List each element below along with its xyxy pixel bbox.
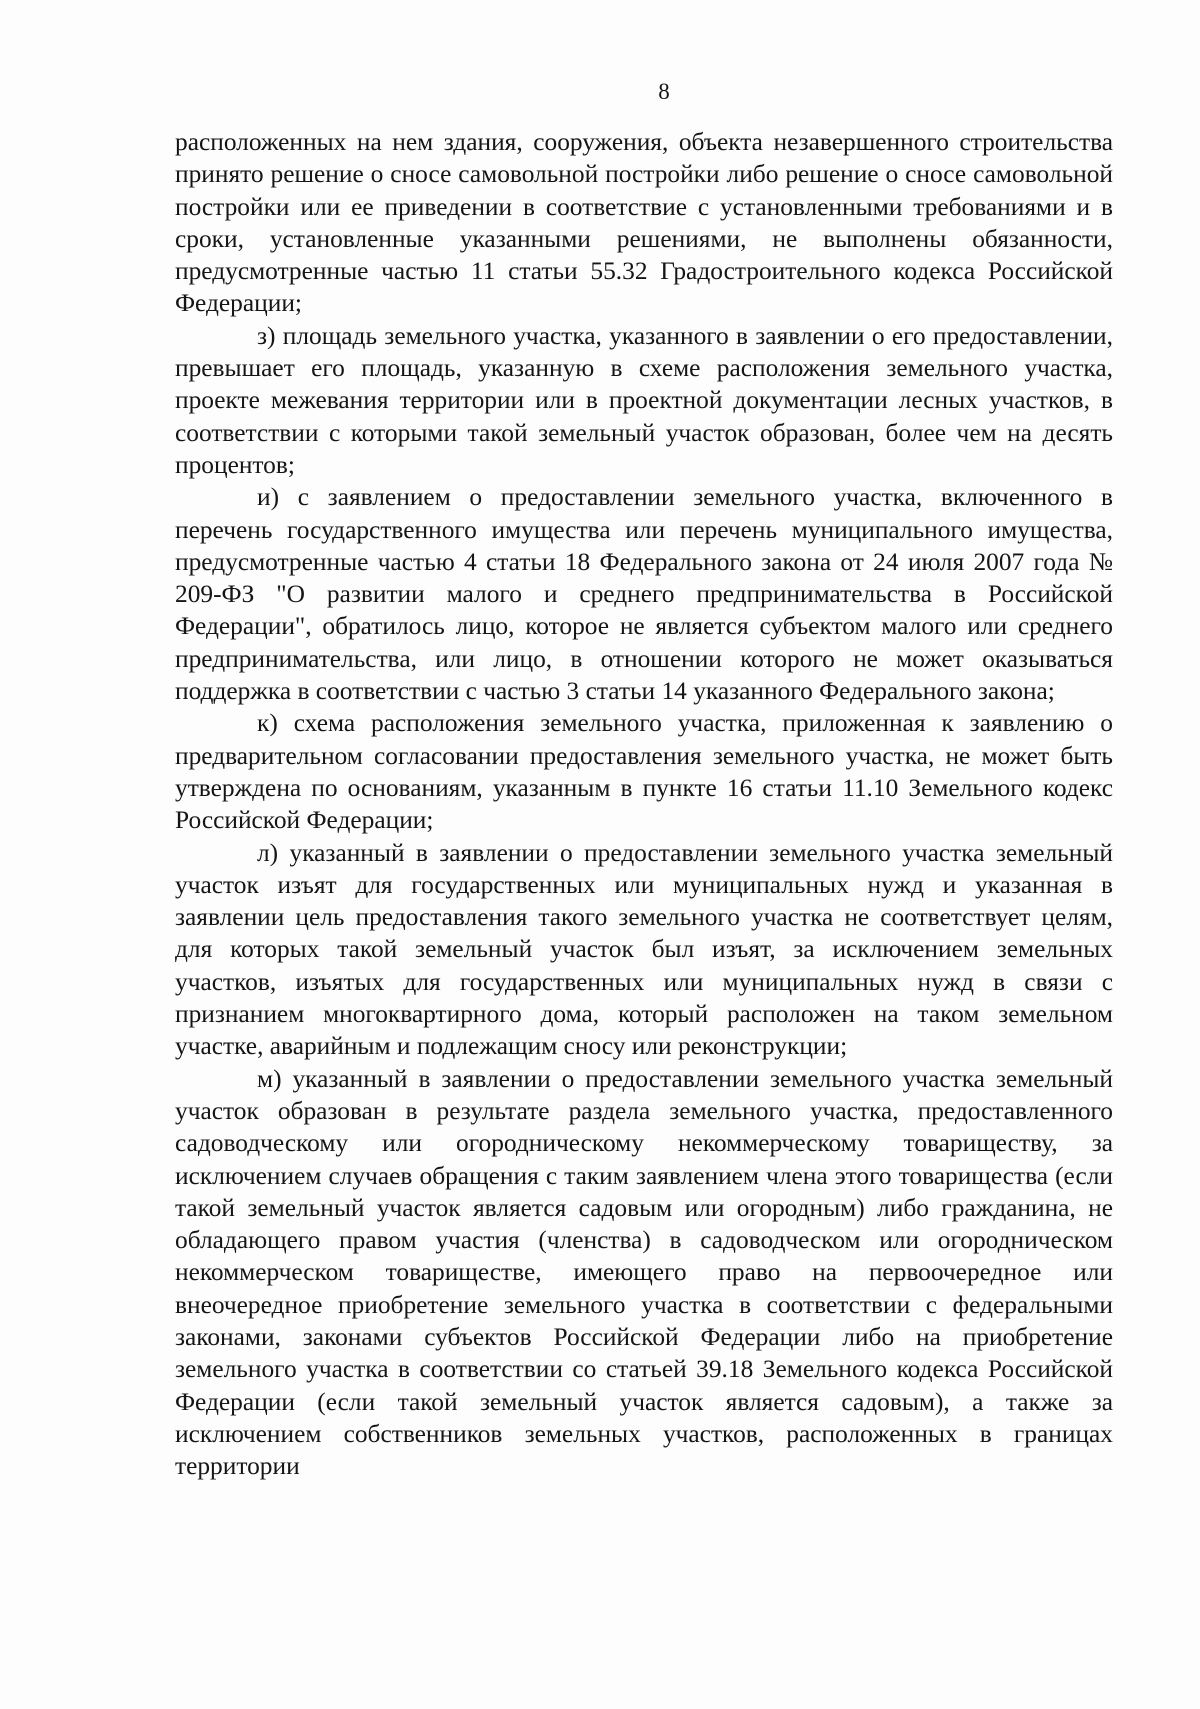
page-number: 8 — [658, 79, 670, 104]
paragraph-item-l: л) указанный в заявлении о предоставлении земельного участка земельный участок изъят для государственных или муниципальных нужд и указанная в заявлении цель предоставления такого земельного участка не соответствует целям, для которых такой земельный участок был изъят, за исключением земельных участков, изъятых для государственных или муниципальных нужд в связи с признанием многоквартирного дома, который расположен на таком земельном участке, аварийным и подлежащим сносу или реконструкции; — [175, 838, 1113, 1061]
paragraph-item-m: м) указанный в заявлении о предоставлении земельного участка земельный участок образован в результате раздела земельного участка, предоставленного садоводческому или огородническому некоммерческому товариществу, за исключением случаев обращения с таким заявлением члена этого товарищества (если такой земельный участок является садовым или огородным) либо гражданина, не обладающего правом участия (членства) в садоводческом или огородническом некоммерческом товариществе, имеющего право на первоочередное или внеочередное приобретение земельного участка в соответствии с федеральными законами, законами субъектов Российской Федерации либо на приобретение земельного участка в соответствии со статьей 39.18 Земельного кодекса Российской Федерации (если такой земельный участок является садовым), а также за исключением собственников земельных участков, расположенных в границах территории — [175, 1064, 1113, 1481]
paragraph-item-k: к) схема расположения земельного участка, приложенная к заявлению о предварительном согласовании предоставления земельного участка, не может быть утверждена по основаниям, указанным в пункте 16 статьи 11.10 Земельного кодекс Российской Федерации; — [175, 709, 1113, 835]
paragraph-item-z: з) площадь земельного участка, указанного в заявлении о его предоставлении, превышает его площадь, указанную в схеме расположения земельного участка, проекте межевания территории или в проектной документации лесных участков, в соответствии с которыми такой земельный участок образован, более чем на десять процентов; — [175, 321, 1113, 479]
paragraph-item-i: и) с заявлением о предоставлении земельного участка, включенного в перечень государственного имущества или перечень муниципального имущества, предусмотренные частью 4 статьи 18 Федерального закона от 24 июля 2007 года № 209-ФЗ "О развитии малого и среднего предпринимательства в Российской Федерации", обратилось лицо, которое не является субъектом малого или среднего предпринимательства, или лицо, в отношении которого не может оказываться поддержка в соответствии с частью 3 статьи 14 указанного Федерального закона; — [175, 483, 1113, 706]
paragraph-continuation: расположенных на нем здания, сооружения, объекта незавершенного строительства принято решение о сносе самовольной постройки либо решение о сносе самовольной постройки или ее приведении в соответствие с установленными требованиями и в сроки, установленные указанными решениями, не выполнены обязанности, предусмотренные частью 11 статьи 55.32 Градостроительного кодекса Российской Федерации; — [175, 128, 1113, 318]
